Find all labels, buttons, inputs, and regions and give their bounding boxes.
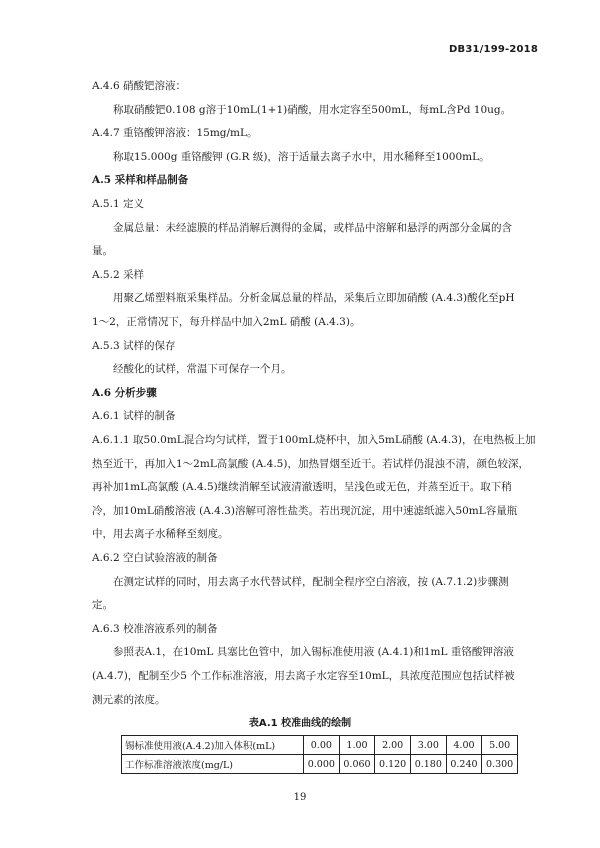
text-line: 参照表A.1，在10mL 具塞比色管中，加入锡标准使用液 (A.4.1)和1mL 重铬酸钾溶液 xyxy=(113,646,514,659)
table-cell: 0.180 xyxy=(410,755,446,774)
text-line: 经酸化的试样，常温下可保存一个月。 xyxy=(113,363,292,376)
text-line: A.4.7 重铬酸钾溶液：15mg/mL。 xyxy=(92,127,258,140)
text-line: A.5.1 定义 xyxy=(92,198,144,210)
text-line: (A.4.7)，配制至少5 个工作标准溶液，用去离子水定容至10mL，具浓度范围应包括试样被 xyxy=(92,670,515,682)
text-line: 金属总量：未经滤膜的样品消解后测得的金属，或样品中溶解和悬浮的两部分金属的含 xyxy=(113,221,512,234)
table-cell: 2.00 xyxy=(375,736,411,755)
text-line: 用聚乙烯塑料瓶采集样品。分析金属总量的样品，采集后立即加硝酸 (A.4.3)酸化至pH xyxy=(113,292,515,305)
document-code: DB31/199-2018 xyxy=(449,44,538,55)
text-line: 1～2，正常情况下，每升样品中加入2mL 硝酸 (A.4.3)。 xyxy=(92,316,361,328)
text-line: 冷，加10mL硝酸溶液 (A.4.3)溶解可溶性盐类。若出现沉淀，用中速滤纸滤入50mL容量瓶 xyxy=(92,504,518,517)
text-line: A.6.1 试样的制备 xyxy=(92,410,176,423)
page-number: 19 xyxy=(293,792,307,803)
row-header: 锡标准使用液(A.4.2)加入体积(mL) xyxy=(122,736,304,755)
text-line: 量。 xyxy=(92,245,113,258)
row-header: 工作标准溶液浓度(mg/L) xyxy=(122,755,304,774)
section-heading: A.5 采样和样品制备 xyxy=(92,174,189,187)
table-cell: 0.060 xyxy=(339,755,375,774)
table-row xyxy=(122,736,518,755)
section-heading: A.6 分析步骤 xyxy=(92,386,157,399)
text-line: A.5.3 试样的保存 xyxy=(92,339,176,352)
table-cell: 0.120 xyxy=(375,755,411,774)
table-cell: 4.00 xyxy=(446,736,482,755)
text-line: A.4.6 硝酸钯溶液： xyxy=(92,80,186,92)
text-line: 再补加1mL高氯酸 (A.4.5)继续消解至试液清澈透明，呈浅色或无色，并蒸至近干。取下稍 xyxy=(92,481,512,494)
text-line: 中，用去离子水稀释至刻度。 xyxy=(92,528,229,541)
table-cell: 0.00 xyxy=(304,736,340,755)
text-line: 称取硝酸钯0.108 g溶于10mL(1+1)硝酸，用水定容至500mL，每mL含Pd 10ug。 xyxy=(113,103,512,116)
table-cell: 0.000 xyxy=(304,755,340,774)
table-caption: 表A.1 校准曲线的绘制 xyxy=(248,718,352,729)
table-row xyxy=(122,755,518,774)
table-cell: 1.00 xyxy=(339,736,375,755)
text-line: A.5.2 采样 xyxy=(92,268,144,281)
text-line: A.6.1.1 取50.0mL混合均匀试样，置于100mL烧杯中，加入5mL硝酸 (A.4.3)，在电热板上加 xyxy=(92,434,536,446)
table-cell: 0.240 xyxy=(446,755,482,774)
text-line: 在测定试样的同时，用去离子水代替试样，配制全程序空白溶液，按 (A.7.1.2)步骤测 xyxy=(113,575,509,588)
calibration-table xyxy=(121,735,518,774)
text-line: 热至近干，再加入1～2mL高氯酸 (A.4.5)，加热冒烟至近干。若试样仍混浊不清，颜色较深， xyxy=(92,457,529,470)
text-line: 测元素的浓度。 xyxy=(92,693,166,706)
table-cell: 0.300 xyxy=(482,755,518,774)
text-line: 定。 xyxy=(92,599,113,612)
text-line: 称取15.000g 重铬酸钾 (G.R 级)，溶于适量去离子水中，用水稀释至1000mL。 xyxy=(113,150,490,163)
table-cell: 3.00 xyxy=(410,736,446,755)
table-cell: 5.00 xyxy=(482,736,518,755)
text-line: A.6.3 校准溶液系列的制备 xyxy=(92,622,218,635)
text-line: A.6.2 空白试验溶液的制备 xyxy=(92,552,218,564)
